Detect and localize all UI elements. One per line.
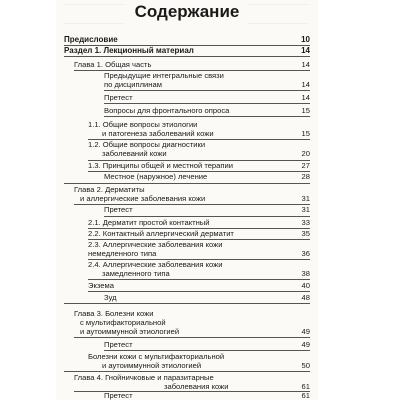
toc-entry[interactable] [88, 260, 310, 278]
toc-entry-label: Глава 4. Гнойничковые и паразитарные [74, 373, 214, 382]
divider [64, 371, 310, 372]
toc-entry-page: 10 [301, 35, 310, 44]
toc-entry-page: 38 [301, 269, 310, 278]
toc-entry-label: Экзема [88, 281, 114, 290]
toc-entry-label: Глава 1. Общая часть [74, 60, 152, 69]
toc-entry-page: 33 [301, 218, 310, 227]
toc-entry-page: 15 [301, 129, 310, 138]
toc-entry-label-cont: по дисциплинам [104, 80, 162, 89]
toc-entry[interactable] [88, 140, 310, 158]
toc-entry-page: 49 [301, 340, 310, 349]
toc-entry-page: 27 [301, 161, 310, 170]
toc-entry-label: Раздел 1. Лекционный материал [64, 46, 194, 55]
divider [104, 116, 310, 117]
divider [104, 103, 310, 104]
toc-entry-label: Претест [104, 340, 133, 349]
toc-entry-label: 1.3. Принципы общей и местной терапии [88, 161, 233, 170]
toc-entry[interactable] [88, 352, 310, 370]
toc-entry-label: Предисловие [64, 35, 118, 44]
toc-entry-chapter-3[interactable] [74, 309, 310, 336]
toc-entry-label: 1.1. Общие вопросы этиологии [88, 120, 198, 129]
toc-entry-label: 2.2. Контактный аллергический дерматит [88, 229, 234, 238]
toc-entry-label: 2.1. Дерматит простой контактный [88, 218, 210, 227]
toc-entry-label-cont: с мультифакториальной [80, 318, 166, 327]
divider [64, 56, 310, 57]
toc-entry-label-cont: замедленного типа [102, 269, 170, 278]
toc-entry-label: Глава 3. Болезни кожи [74, 309, 154, 318]
toc-entry[interactable] [104, 71, 310, 89]
toc-entry-chapter-4[interactable] [74, 373, 310, 391]
toc-entry-page: 31 [301, 205, 310, 214]
toc-entry-label-cont: заболеваний кожи [102, 149, 167, 158]
divider [88, 279, 310, 280]
toc-entry-page: 28 [301, 172, 310, 181]
divider [64, 303, 310, 304]
toc-entry-label: Претест [104, 391, 133, 400]
toc-entry-chapter-2[interactable] [74, 185, 310, 203]
toc-entry-label: Болезни кожи с мультифакториальной [88, 352, 225, 361]
toc-entry-page: 49 [301, 327, 310, 336]
toc-entry-label: 2.4. Аллергические заболевания кожи [88, 260, 223, 269]
toc-entry-label: Глава 2. Дерматиты [74, 185, 145, 194]
toc-entry-label: Вопросы для фронтального опроса [104, 106, 230, 115]
toc-entry-page: 15 [301, 106, 310, 115]
toc-entry-page: 40 [301, 281, 310, 290]
toc-entry-label: Претест [104, 93, 133, 102]
toc-entry-label: 2.3. Аллергические заболевания кожи [88, 240, 223, 249]
toc-entry-page: 14 [301, 46, 310, 55]
toc-entry-label: Претест [104, 205, 133, 214]
page-title: Содержание [134, 2, 240, 21]
toc-entry-label: Зуд [104, 293, 117, 302]
toc-entry-page: 35 [301, 229, 310, 238]
divider [64, 183, 310, 184]
divider [88, 291, 310, 292]
toc-entry-label-cont: и аутоиммунной этиологией [102, 361, 202, 370]
toc-entry-label-cont: и аутоиммунной этиологией [80, 327, 180, 336]
toc-entry-label: 1.2. Общие вопросы диагностики [88, 140, 206, 149]
toc-entry[interactable] [88, 240, 310, 258]
toc-entry-label-cont: немедленного типа [88, 249, 157, 258]
divider [74, 337, 310, 338]
toc-entry-page: 14 [301, 80, 310, 89]
toc-entry-label-cont: заболевания кожи [164, 382, 229, 391]
toc-entry-page: 61 [301, 382, 310, 391]
toc-entry-label-cont: и аллергические заболевания кожи [80, 194, 206, 203]
toc-entry-page: 36 [301, 249, 310, 258]
toc-entry-page: 48 [301, 293, 310, 302]
toc-entry-label: Предыдущие интегральные связи [104, 71, 224, 80]
toc-entry-page: 14 [301, 93, 310, 102]
divider [104, 350, 310, 351]
toc-entry-page: 20 [301, 149, 310, 158]
divider [104, 216, 310, 217]
toc-entry-label-cont: и патогенеза заболеваний кожи [102, 129, 214, 138]
toc-entry-page: 61 [301, 391, 310, 400]
toc-entry-page: 50 [301, 361, 310, 370]
toc-entry-label: Местное (наружное) лечение [104, 172, 208, 181]
divider [104, 90, 310, 91]
toc-entry-page: 14 [301, 60, 310, 69]
toc-entry[interactable] [88, 120, 310, 138]
toc-entry-page: 31 [301, 194, 310, 203]
